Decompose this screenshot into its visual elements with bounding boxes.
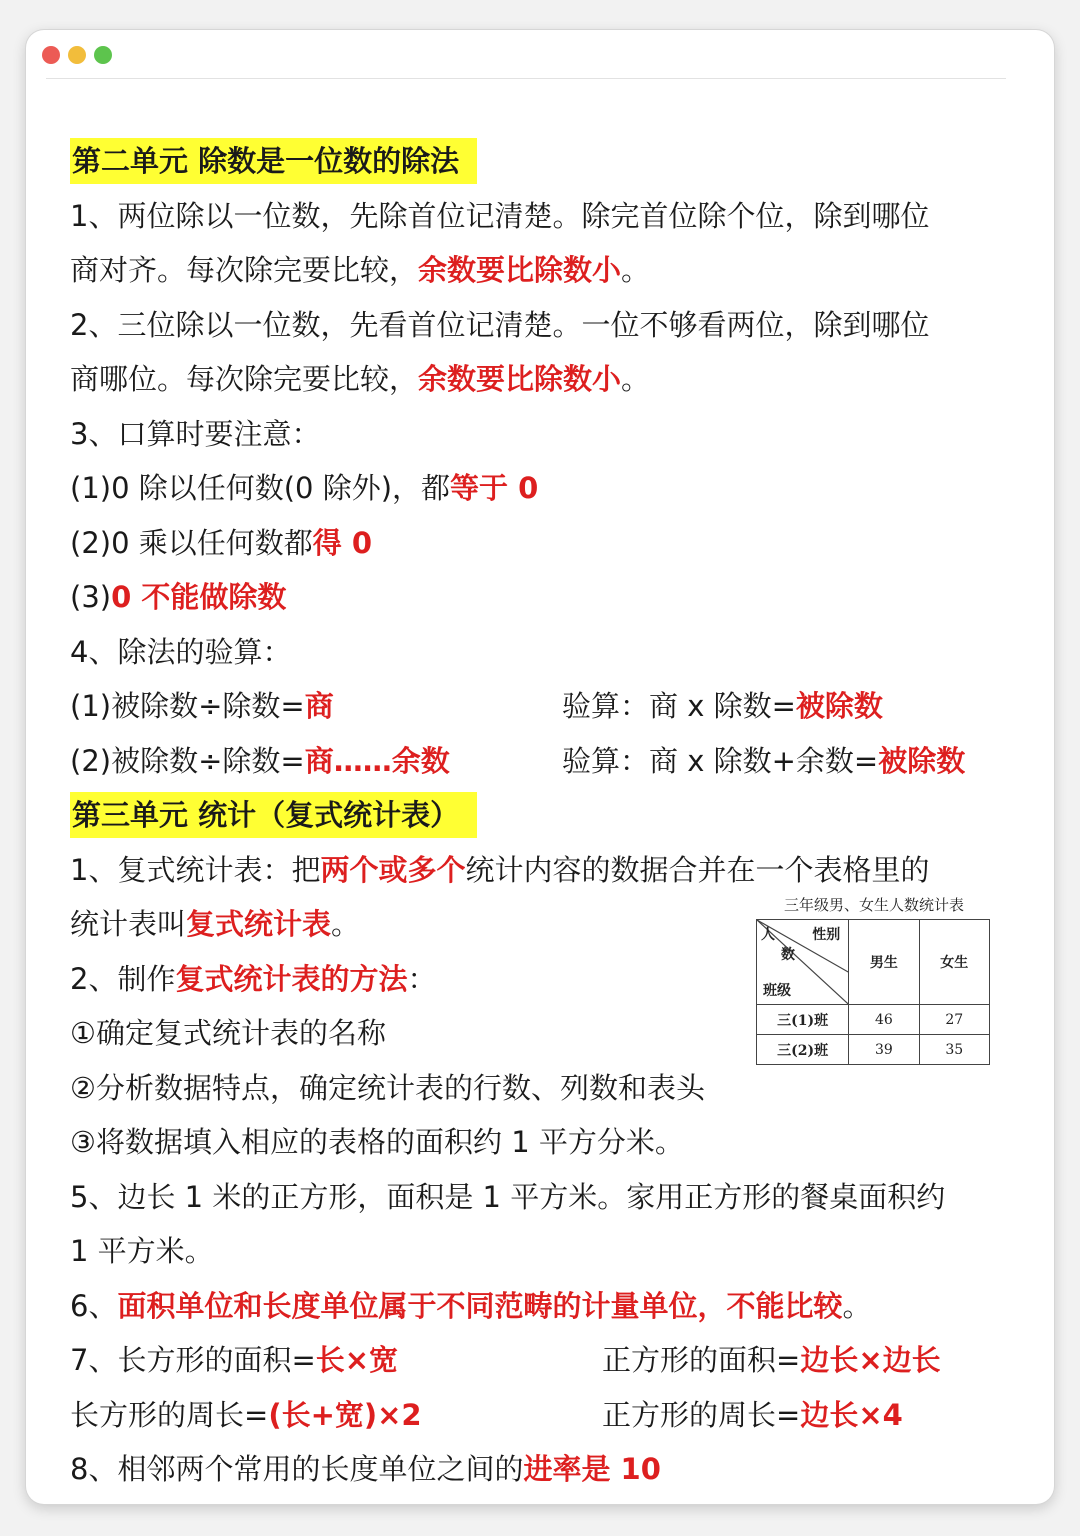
row1-girls: 27 — [919, 1005, 989, 1035]
u3-item6: 6、面积单位和长度单位属于不同范畴的计量单位，不能比较。 — [70, 1288, 872, 1323]
title-bar-divider — [46, 78, 1006, 79]
statistics-table-figure — [756, 894, 992, 1065]
u2-item3-2: (2)0 乘以任何数都得 0 — [70, 525, 373, 560]
window-controls — [42, 46, 112, 64]
maximize-dot[interactable] — [94, 46, 112, 64]
u2-item4-1: (1)被除数÷除数=商 验算：商 x 除数=被除数 — [70, 689, 883, 723]
u3-item5-line1: 5、边长 1 米的正方形，面积是 1 平方米。家用正方形的餐桌面积约 — [70, 1179, 946, 1214]
header-people-2: 数 — [781, 947, 795, 963]
browser-window — [26, 30, 1054, 1504]
header-people-1: 人 — [761, 927, 775, 943]
u2-item3-3: (3)0 不能做除数 — [70, 580, 287, 614]
u3-item2-3: ③将数据填入相应的表格的面积约 1 平方分米。 — [70, 1125, 684, 1159]
row2-boys: 39 — [849, 1035, 919, 1065]
statistics-table — [756, 919, 990, 1065]
u3-item7-line2: 长方形的周长=(长+宽)×2 正方形的周长=边长×4 — [70, 1397, 903, 1432]
row2-girls: 35 — [919, 1035, 989, 1065]
close-dot[interactable] — [42, 46, 60, 64]
header-class: 班级 — [763, 983, 791, 999]
unit3-heading: 第三单元 统计（复式统计表） — [70, 788, 1028, 843]
u2-item2-line2: 商哪位。每次除完要比较，余数要比除数小。 — [70, 362, 651, 396]
u2-item3-1: (1)0 除以任何数(0 除外)，都等于 0 — [70, 471, 539, 505]
header-gender: 性别 — [812, 927, 841, 943]
row2-label: 三(2)班 — [757, 1035, 849, 1065]
u3-item2-2: ②分析数据特点，确定统计表的行数、列数和表头 — [70, 1070, 705, 1105]
u3-item1-line1: 1、复式统计表：把两个或多个统计内容的数据合并在一个表格里的 — [70, 852, 930, 887]
u2-item2-line1: 2、三位除以一位数，先看首位记清楚。一位不够看两位，除到哪位 — [70, 307, 930, 342]
header-girls: 女生 — [919, 920, 989, 1005]
row1-label: 三(1)班 — [757, 1005, 849, 1035]
u2-item4-2: (2)被除数÷除数=商……余数 验算：商 x 除数+余数=被除数 — [70, 743, 966, 778]
u3-item1-line2: 统计表叫复式统计表。 — [70, 907, 361, 941]
unit2-heading: 第二单元 除数是一位数的除法 — [70, 134, 1028, 189]
u2-item1-line1: 1、两位除以一位数，先除首位记清楚。除完首位除个位，除到哪位 — [70, 198, 930, 233]
u3-item2-1: ①确定复式统计表的名称 — [70, 1016, 386, 1050]
row1-boys: 46 — [849, 1005, 919, 1035]
u3-item2: 2、制作复式统计表的方法： — [70, 961, 437, 996]
minimize-dot[interactable] — [68, 46, 86, 64]
table-title: 三年级男、女生人数统计表 — [783, 896, 964, 914]
u2-item1-line2: 商对齐。每次除完要比较，余数要比除数小。 — [70, 253, 651, 287]
document-body — [70, 134, 1028, 1497]
u3-item5-line2: 1 平方米。 — [70, 1234, 214, 1268]
table-corner-header — [757, 920, 849, 1005]
u2-item3: 3、口算时要注意： — [70, 416, 321, 451]
u3-item8: 8、相邻两个常用的长度单位之间的进率是 10 — [70, 1452, 661, 1486]
u3-item7-line1: 7、长方形的面积=长×宽 正方形的面积=边长×边长 — [70, 1343, 941, 1377]
u2-item4: 4、除法的验算： — [70, 634, 292, 669]
header-boys: 男生 — [849, 920, 919, 1005]
